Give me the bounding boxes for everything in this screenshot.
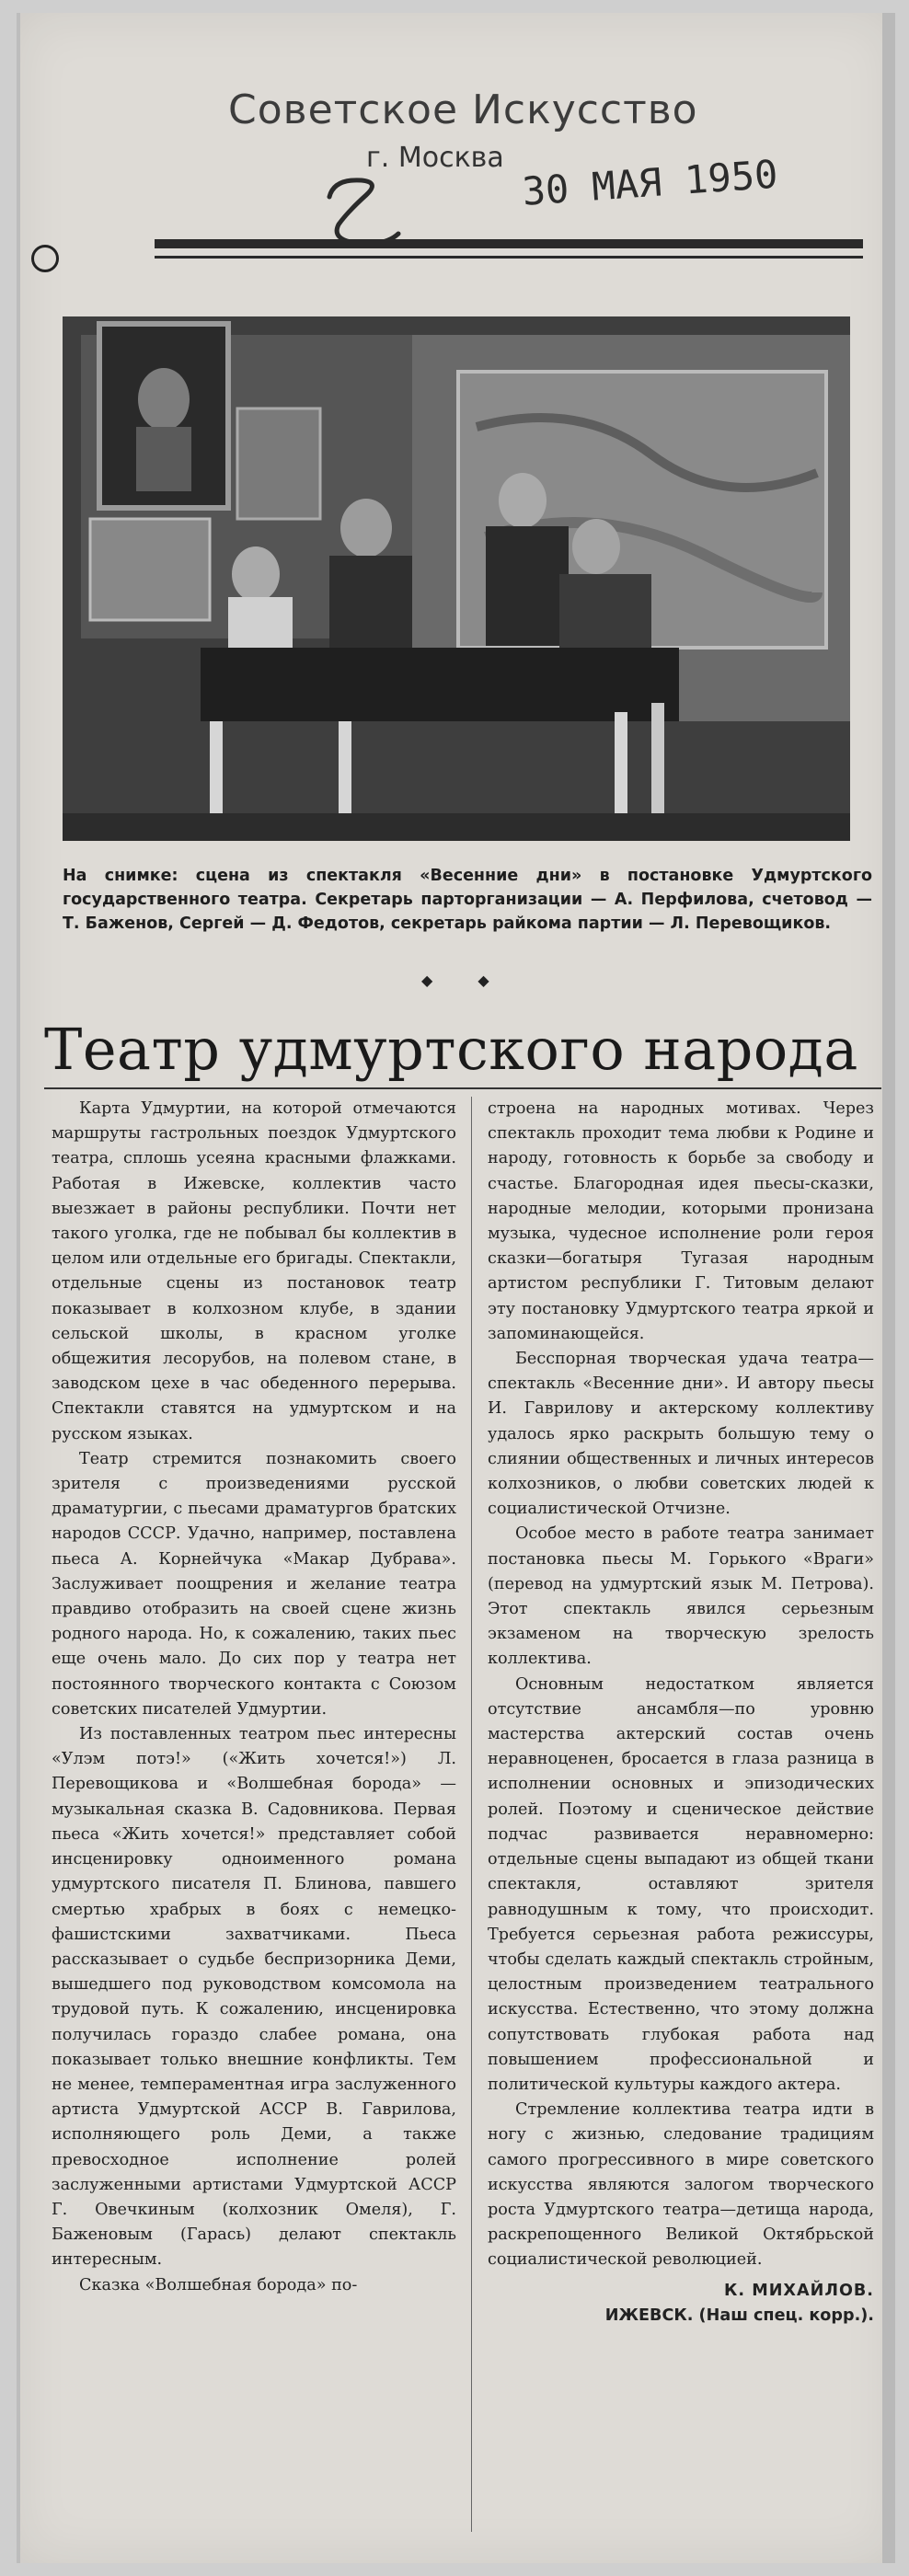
article-paragraph: Из поставленных театром пьес интересны «Улэм потэ!» («Жить хочется!») Л. Перевощикова и «Волшебная борода» — музыкальная сказка В. Садовникова. Первая пьеса «Жить хочется!» представляет собой инсценировку одноименного романа удмуртского писателя П. Блинова, павшего смертью храбрых в боях с немецко-фашистскими захватчиками. Пьеса рассказывает о судьбе беспризорника Деми, вышедшего под руководством комсомола на трудовой путь. К сожалению, инсценировка получилась гораздо слабее романа, она показывает только внешние конфликты. Тем не менее, темпераментная игра заслуженного артиста Удмуртской АССР В. Гаврилова, исполняющего роль Деми, а также превосходное исполнение ролей заслуженными артистами Удмуртской АССР Г. Овечкиным (колхозник Омеля), Г. Баженовым (Гарась) делают спектакль интересным. (52, 1725, 456, 2270)
article-paragraph: Бесспорная творческая удача театра—спектакль «Весенние дни». И автору пьесы И. Гаврилову и актерскому коллективу удалось ярко раскрыть большую тему о слиянии общественных и личных интересов колхозников, о любви советских людей к социалистической Отчизне. (488, 1350, 874, 1519)
newspaper-masthead: Советское Искусство (228, 86, 698, 133)
dateline-location: ИЖЕВСК. (Наш спец. корр.). (604, 2306, 874, 2325)
punch-hole-icon (31, 245, 59, 272)
city-label: г. Москва (366, 142, 504, 174)
header-rule-thin (155, 256, 863, 259)
clipping-right-edge (882, 13, 895, 2563)
article-headline: Театр удмуртского народа (44, 1016, 858, 1083)
theatre-scene-photo (63, 316, 850, 841)
headline-rule (44, 1087, 881, 1089)
article-paragraph: Стремление коллектива театра идти в ногу с жизнью, следование традициям самого прогрессивного в мире советского искусства являются залогом творческого роста Удмуртского театра—детища народа, раскрепощенного Великой Октябрьской социалистической революцией. (488, 2100, 874, 2270)
article-paragraph: Карта Удмуртии, на которой отмечаются маршруты гастрольных поездок Удмуртского театра, сплошь усеяна красными флажками. Работая в Ижевске, коллектив часто выезжает в районы республики. Почти нет такого уголка, где не побывал бы коллектив в целом или отдельные его бригады. Спектакли, отдельные сцены из постановок театр показывает в колхозном клубе, в здании сельской школы, в красном уголке общежития лесорубов, на полевом стане, в заводском цехе в час обеденного перерыва. Спектакли ставятся на удмуртском и на русском языках. (52, 1099, 456, 1443)
article-paragraph: Особое место в работе театра занимает постановка пьесы М. Горького «Враги» (перевод на удмуртский язык М. Петрова). Этот спектакль явился серьезным экзаменом на творческую зрелость коллектива. (488, 1524, 874, 1669)
article-column-left (52, 1097, 456, 2298)
column-divider (471, 1097, 472, 2532)
article-paragraph: строена на народных мотивах. Через спектакль проходит тема любви к Родине и народу, готовность к борьбе за свободу и счастье. Благородная идея пьесы-сказки, народные мелодии, которыми пронизана музыка, чудесное исполнение роли героя сказки—богатыря Тугазая народным артистом республики Г. Титовым делают эту постановку Удмуртского театра яркой и запоминающейся. (488, 1099, 874, 1343)
article-paragraph: Театр стремится познакомить своего зрителя с произведениями русской драматургии, с пьесами драматургов братских народов СССР. Удачно, например, поставлена пьеса А. Корнейчука «Макар Дубрава». Заслуживает поощрения и желание театра правдиво отобразить на своей сцене жизнь родного народа. Но, к сожалению, таких пьес еще очень мало. До сих пор у театра нет постоянного творческого контакта с Союзом советских писателей Удмуртии. (52, 1449, 456, 1719)
article-column-right (488, 1097, 874, 2329)
article-paragraph: Сказка «Волшебная борода» по- (79, 2275, 358, 2294)
header-rule-thick (155, 239, 863, 248)
article-paragraph: Основным недостатком является отсутствие ансамбля—по уровню мастерства актерский состав очень неравноценен, бросается в глаза разница в исполнении основных и эпизодических ролей. Поэтому и сценическое действие подчас развивается неравномерно: отдельные сцены выпадают из общей ткани спектакля, оставляют зрителя равнодушным к тому, что происходит. Требуется серьезная работа режиссуры, чтобы сделать каждый спектакль стройным, целостным произведением театрального искусства. Естественно, что этому должна сопутствовать глубокая работа над повышением профессиональной и политической культуры каждого актера. (488, 1674, 874, 2094)
newspaper-clipping (17, 13, 895, 2563)
author-signature: К. МИХАЙЛОВ. (724, 2281, 874, 2300)
clipping-left-edge (17, 13, 20, 2563)
section-separator: ◆ ◆ (421, 972, 510, 989)
photo-caption: На снимке: сцена из спектакля «Весенние дни» в постановке Удмуртского государственного театра. Секретарь парторганизации — А. Перфилова, счетовод — Т. Баженов, Сергей — Д. Федотов, секретарь райкома партии — Л. Перевощиков. (63, 867, 872, 933)
date-stamp: 30 МАЯ 1950 (521, 151, 779, 214)
